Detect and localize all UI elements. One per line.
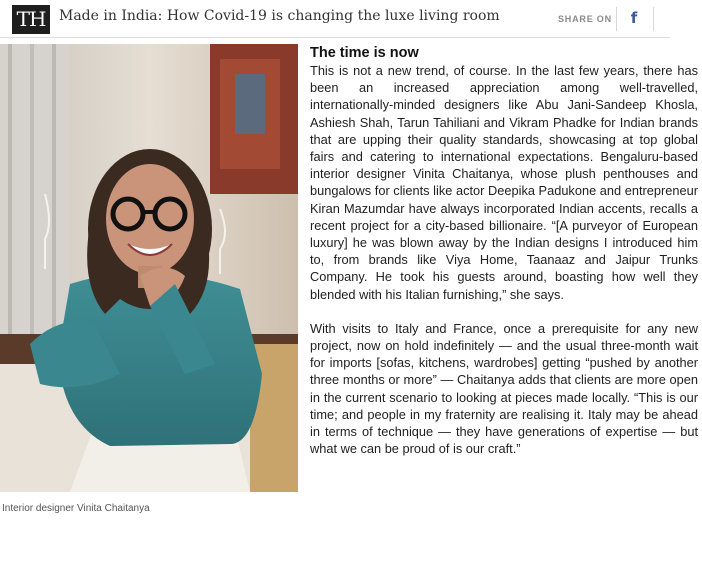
share-label: SHARE ON [558,14,612,24]
article-headline: Made in India: How Covid-19 is changing the luxe living room [59,8,500,24]
publication-logo[interactable]: TH [12,5,50,34]
share-divider [616,7,617,31]
article-paragraph: With visits to Italy and France, once a prerequisite for any new project, now on hold indefinitely — and the usual three-month wait for imports [sofas, kitchens, wardrobes] getting “pushed by another three months or more” — Chaitanya adds that clients are more open in the current scenario to looking at pieces made locally. “This is our time; and people in my fraternity are realising it. Italy may be ahead in terms of technique — they have generations of expertise — but what we can be proud of is our craft.” [310,320,698,457]
article-body [310,44,698,457]
facebook-icon[interactable]: f [630,9,638,27]
article-photo [0,44,298,492]
top-bar [0,0,670,38]
photo-caption: Interior designer Vinita Chaitanya [2,503,150,514]
section-heading: The time is now [310,45,419,61]
share-divider-end [653,7,654,31]
article-paragraph: This is not a new trend, of course. In the last few years, there has been an increased appreciation among well-travelled, internationally-minded designers like Abu Jani-Sandeep Khosla, Ashiesh Shah, Tarun Tahiliani and Vikram Phadke for Indian brands that are upping their quality standards, showcasing at top global fairs and catering to international expectations. Bengaluru-based interior designer Vinita Chaitanya, whose plush penthouses and bungalows for clients like actor Deepika Padukone and entrepreneur Kiran Mazumdar have always incorporated Indian accents, recalls a recent project for a city-based billionaire. “[A purveyor of European luxury] he was blown away by the Indian designs I introduced him to, from brands like Viya Home, Taanaaz and Jaipur Trunks Company. He took his guests around, boasting how well they blended with his Italian furnishing,” she says. [310,63,698,302]
